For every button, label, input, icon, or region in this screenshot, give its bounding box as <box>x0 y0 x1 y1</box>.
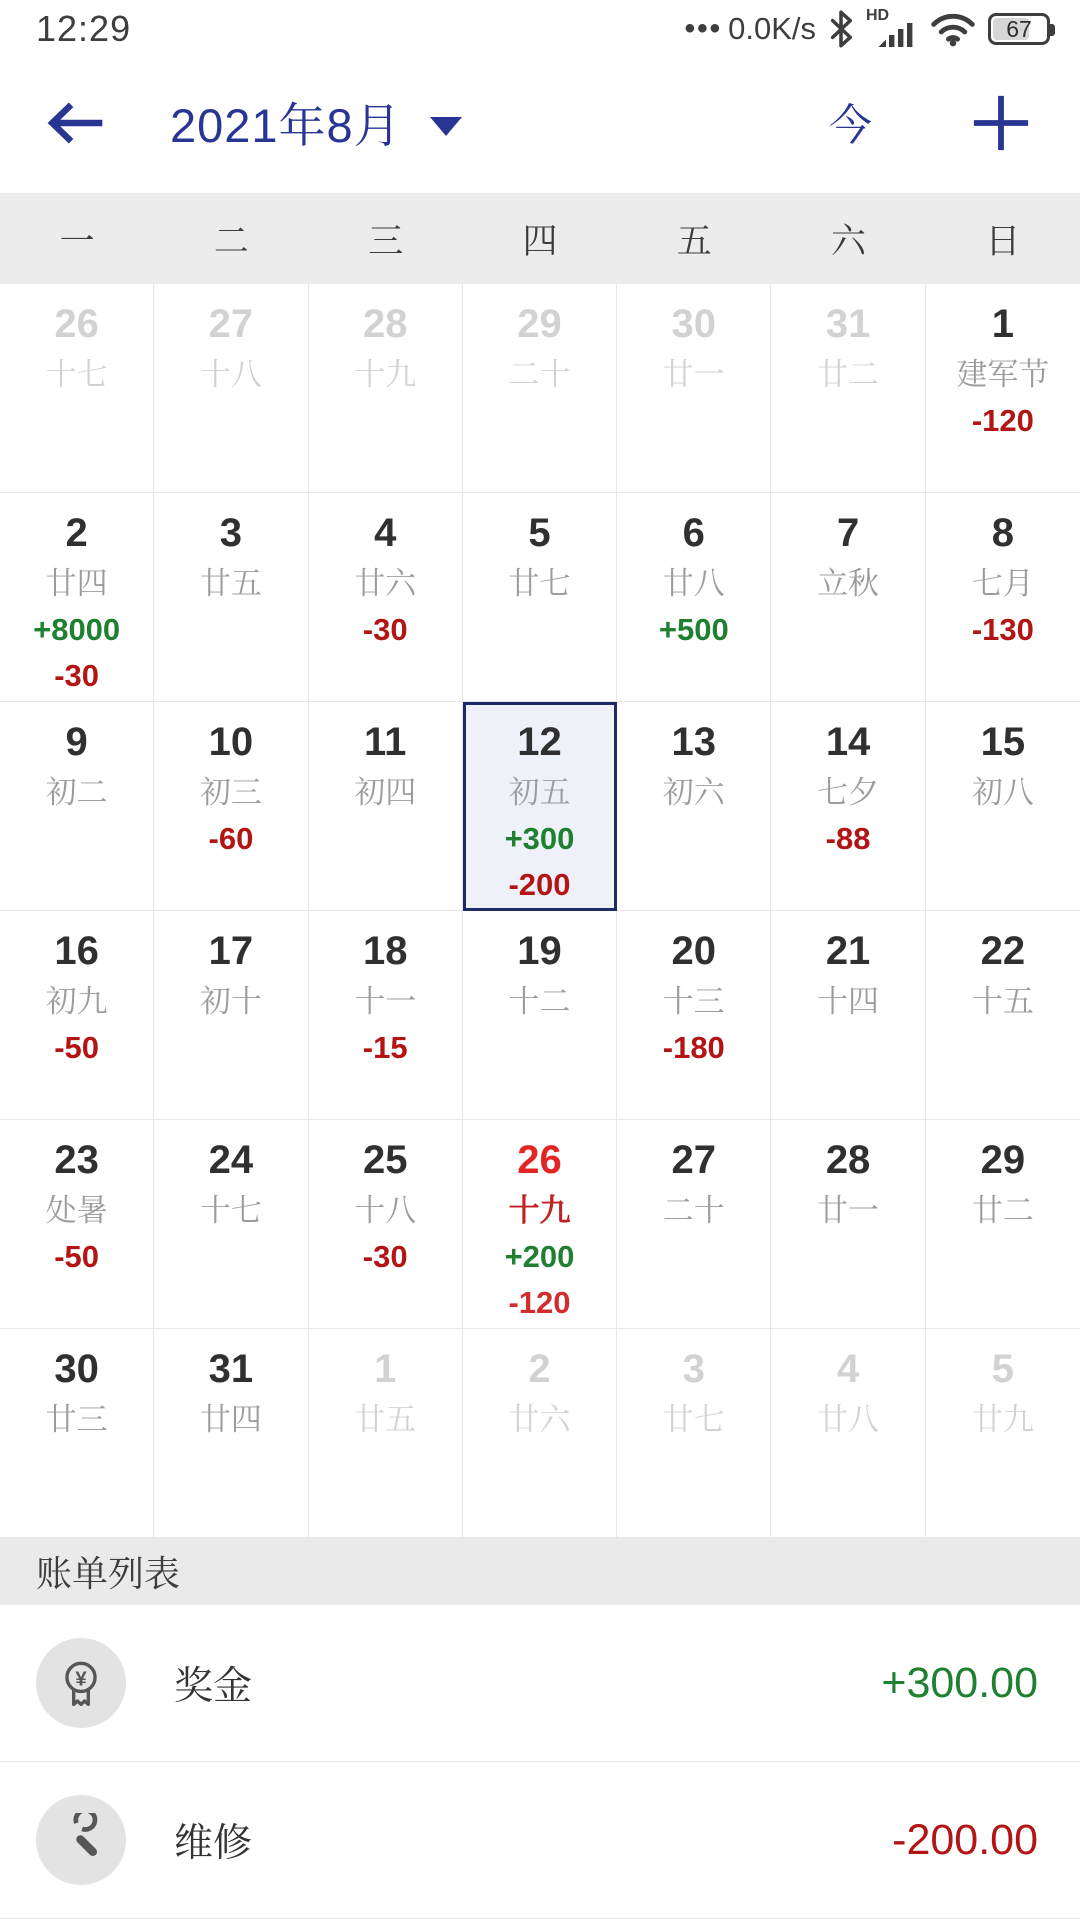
day-number: 28 <box>362 302 408 346</box>
today-button[interactable]: 今 <box>829 102 872 150</box>
day-number: 11 <box>364 720 407 764</box>
status-bar <box>0 0 1080 52</box>
day-number: 30 <box>54 1347 99 1391</box>
lunar-label: 十七 <box>199 1193 262 1228</box>
calendar-cell[interactable] <box>771 493 925 702</box>
lunar-label: 初三 <box>199 775 262 810</box>
calendar-cell[interactable] <box>154 911 308 1120</box>
day-number: 5 <box>991 1347 1014 1391</box>
lunar-label: 初四 <box>354 775 417 810</box>
lunar-label: 廿四 <box>199 1402 262 1437</box>
day-number: 21 <box>825 929 871 973</box>
day-number: 2 <box>65 511 88 555</box>
lunar-label: 廿五 <box>354 1402 417 1437</box>
day-number: 1 <box>374 1347 397 1391</box>
day-expense-amount: -50 <box>54 1030 100 1065</box>
wifi-icon <box>930 11 976 47</box>
day-income-amount: +500 <box>658 612 729 647</box>
month-selector[interactable] <box>170 89 462 156</box>
lunar-label: 廿二 <box>817 357 880 392</box>
day-number: 4 <box>836 1347 860 1391</box>
day-number: 28 <box>825 1138 871 1182</box>
day-number: 3 <box>682 1347 705 1391</box>
day-number: 31 <box>208 1347 254 1391</box>
bill-item[interactable] <box>0 1762 1080 1919</box>
day-number: 7 <box>836 511 860 555</box>
chevron-down-icon <box>430 117 462 136</box>
day-number: 26 <box>517 1138 562 1182</box>
day-number: 15 <box>980 720 1026 764</box>
calendar-cell[interactable] <box>0 911 154 1120</box>
day-number: 10 <box>208 720 254 764</box>
day-number: 22 <box>980 929 1026 973</box>
lunar-label: 七月 <box>971 566 1034 601</box>
lunar-label: 二十 <box>662 1193 725 1228</box>
calendar-cell[interactable] <box>154 493 308 702</box>
lunar-label: 初二 <box>45 775 108 810</box>
calendar-cell[interactable] <box>154 1329 308 1538</box>
calendar-cell[interactable] <box>154 1120 308 1329</box>
day-number: 19 <box>517 929 562 973</box>
day-number: 30 <box>671 302 717 346</box>
calendar-cell[interactable] <box>0 284 154 493</box>
day-expense-amount: -60 <box>208 821 254 856</box>
battery-icon <box>988 13 1050 45</box>
calendar-cell[interactable] <box>926 493 1080 702</box>
lunar-label: 处暑 <box>45 1193 108 1228</box>
day-expense-amount: -30 <box>54 658 100 693</box>
calendar-cell[interactable] <box>463 493 617 702</box>
hd-label: HD <box>866 7 890 24</box>
day-number: 17 <box>208 929 254 973</box>
weekday-label: 五 <box>676 221 712 261</box>
lunar-label: 初八 <box>971 775 1034 810</box>
day-expense-amount: -130 <box>971 612 1034 647</box>
battery-nub <box>1050 24 1055 36</box>
lunar-label: 廿八 <box>817 1402 880 1437</box>
bill-amount: -200.00 <box>892 1815 1038 1864</box>
lunar-label: 初六 <box>662 775 725 810</box>
bill-item[interactable] <box>0 1605 1080 1762</box>
lunar-label: 廿七 <box>662 1402 725 1437</box>
calendar-cell[interactable] <box>463 911 617 1120</box>
day-income-amount: +8000 <box>33 612 121 647</box>
svg-text:¥: ¥ <box>75 1668 87 1691</box>
calendar-cell[interactable] <box>463 1120 617 1329</box>
back-button[interactable] <box>40 88 110 158</box>
calendar-cell[interactable] <box>309 1329 463 1538</box>
calendar-cell[interactable] <box>771 911 925 1120</box>
lunar-label: 二十 <box>508 357 571 392</box>
back-arrow-icon <box>43 97 107 149</box>
day-number: 26 <box>54 302 99 346</box>
lunar-label: 十八 <box>354 1193 417 1228</box>
day-income-amount: +300 <box>504 821 575 856</box>
day-number: 27 <box>208 302 254 346</box>
calendar-cell[interactable] <box>617 911 771 1120</box>
day-number: 29 <box>980 1138 1026 1182</box>
calendar-cell[interactable] <box>926 284 1080 493</box>
calendar-cell[interactable] <box>617 1120 771 1329</box>
add-record-button[interactable] <box>964 86 1038 160</box>
calendar-cell[interactable] <box>617 284 771 493</box>
day-expense-amount: -120 <box>508 1285 571 1320</box>
day-number: 31 <box>825 302 871 346</box>
day-number: 13 <box>671 720 717 764</box>
clock-time: 12:29 <box>36 8 132 49</box>
plus-icon <box>970 92 1032 154</box>
lunar-label: 十二 <box>508 984 571 1019</box>
calendar-cell[interactable] <box>463 702 617 911</box>
lunar-label: 廿四 <box>45 566 108 601</box>
header <box>0 52 1080 193</box>
calendar-cell[interactable] <box>309 493 463 702</box>
day-number: 20 <box>671 929 717 973</box>
day-number: 1 <box>991 302 1014 346</box>
day-expense-amount: -180 <box>662 1030 725 1065</box>
day-number: 5 <box>528 511 551 555</box>
calendar-cell[interactable] <box>0 702 154 911</box>
calendar-cell[interactable] <box>617 702 771 911</box>
calendar-cell[interactable] <box>926 702 1080 911</box>
weekday-label: 六 <box>831 221 867 261</box>
lunar-label: 廿九 <box>971 1402 1034 1437</box>
lunar-label: 初五 <box>508 775 571 810</box>
calendar-cell[interactable] <box>309 284 463 493</box>
weekday-label: 二 <box>213 221 249 261</box>
lunar-label: 十七 <box>45 357 108 392</box>
day-number: 18 <box>362 929 408 973</box>
day-expense-amount: -15 <box>362 1030 408 1065</box>
day-number: 2 <box>528 1347 551 1391</box>
day-number: 25 <box>362 1138 408 1182</box>
day-number: 23 <box>54 1138 99 1182</box>
lunar-label: 立秋 <box>817 566 880 601</box>
calendar-cell[interactable] <box>0 1120 154 1329</box>
lunar-label: 初九 <box>45 984 108 1019</box>
day-expense-amount: -30 <box>362 612 408 647</box>
lunar-label: 十一 <box>354 984 417 1019</box>
bill-amount: +300.00 <box>881 1658 1038 1707</box>
bill-category-label: 维修 <box>174 1822 253 1865</box>
day-number: 14 <box>825 720 871 764</box>
battery-percent: 67 <box>1006 15 1032 42</box>
cell-signal-icon <box>866 9 918 49</box>
day-number: 12 <box>517 720 562 764</box>
day-number: 4 <box>374 511 397 555</box>
day-expense-amount: -50 <box>54 1239 100 1274</box>
lunar-label: 廿八 <box>662 566 725 601</box>
day-number: 8 <box>991 511 1014 555</box>
day-number: 6 <box>682 511 705 555</box>
day-number: 24 <box>208 1138 254 1182</box>
weekday-label: 一 <box>59 221 95 261</box>
weekday-row <box>0 193 1080 284</box>
calendar-cell[interactable] <box>617 1329 771 1538</box>
day-expense-amount: -120 <box>971 403 1034 438</box>
day-number: 16 <box>54 929 99 973</box>
month-title: 2021年8月 <box>170 99 402 152</box>
lunar-label: 十八 <box>199 357 262 392</box>
day-number: 3 <box>219 511 243 555</box>
calendar-cell[interactable] <box>926 1120 1080 1329</box>
calendar-cell[interactable] <box>0 1329 154 1538</box>
lunar-label: 廿七 <box>508 566 571 601</box>
lunar-label: 廿一 <box>662 357 725 392</box>
day-number: 27 <box>671 1138 717 1182</box>
bill-category-label: 奖金 <box>174 1665 253 1708</box>
bluetooth-icon <box>828 10 854 48</box>
calendar-cell[interactable] <box>309 702 463 911</box>
calendar-grid <box>0 284 1080 1538</box>
day-number: 9 <box>65 720 88 764</box>
network-speed: 0.0K/s <box>728 11 816 46</box>
weekday-label: 三 <box>368 221 404 261</box>
calendar-cell[interactable] <box>771 702 925 911</box>
lunar-label: 十五 <box>971 984 1034 1019</box>
lunar-label: 廿六 <box>354 566 417 601</box>
network-activity-dots: ••• <box>684 12 723 45</box>
day-number: 29 <box>517 302 562 346</box>
calendar-cell[interactable] <box>154 284 308 493</box>
lunar-label: 十九 <box>508 1193 571 1228</box>
lunar-label: 初十 <box>199 984 262 1019</box>
wrench-icon <box>36 1795 126 1885</box>
bill-list <box>0 1605 1080 1919</box>
calendar-cell[interactable] <box>463 284 617 493</box>
lunar-label: 廿五 <box>199 566 262 601</box>
calendar-cell[interactable] <box>309 911 463 1120</box>
lunar-label: 十九 <box>354 357 417 392</box>
day-income-amount: +200 <box>504 1239 575 1274</box>
calendar-cell[interactable] <box>926 1329 1080 1538</box>
calendar-cell[interactable] <box>463 1329 617 1538</box>
lunar-label: 十三 <box>662 984 725 1019</box>
calendar-cell[interactable] <box>617 493 771 702</box>
lunar-label: 廿一 <box>817 1193 880 1228</box>
day-expense-amount: -30 <box>362 1239 408 1274</box>
bill-section-header <box>0 1538 1080 1605</box>
calendar-cell[interactable] <box>309 1120 463 1329</box>
lunar-label: 十四 <box>817 984 880 1019</box>
calendar-cell[interactable] <box>771 1329 925 1538</box>
calendar-cell[interactable] <box>771 1120 925 1329</box>
weekday-label: 日 <box>985 221 1021 261</box>
calendar-cell[interactable] <box>0 493 154 702</box>
calendar-cell[interactable] <box>154 702 308 911</box>
lunar-label: 廿二 <box>971 1193 1034 1228</box>
weekday-label: 四 <box>522 221 558 261</box>
lunar-label: 廿六 <box>508 1402 571 1437</box>
lunar-label: 廿三 <box>45 1402 108 1437</box>
lunar-label: 建军节 <box>956 357 1050 392</box>
medal-yen-icon <box>36 1638 126 1728</box>
day-expense-amount: -88 <box>825 821 871 856</box>
bill-section-title: 账单列表 <box>36 1553 181 1594</box>
day-expense-amount: -200 <box>508 867 571 902</box>
lunar-label: 七夕 <box>817 775 880 810</box>
calendar-cell[interactable] <box>771 284 925 493</box>
calendar-cell[interactable] <box>926 911 1080 1120</box>
